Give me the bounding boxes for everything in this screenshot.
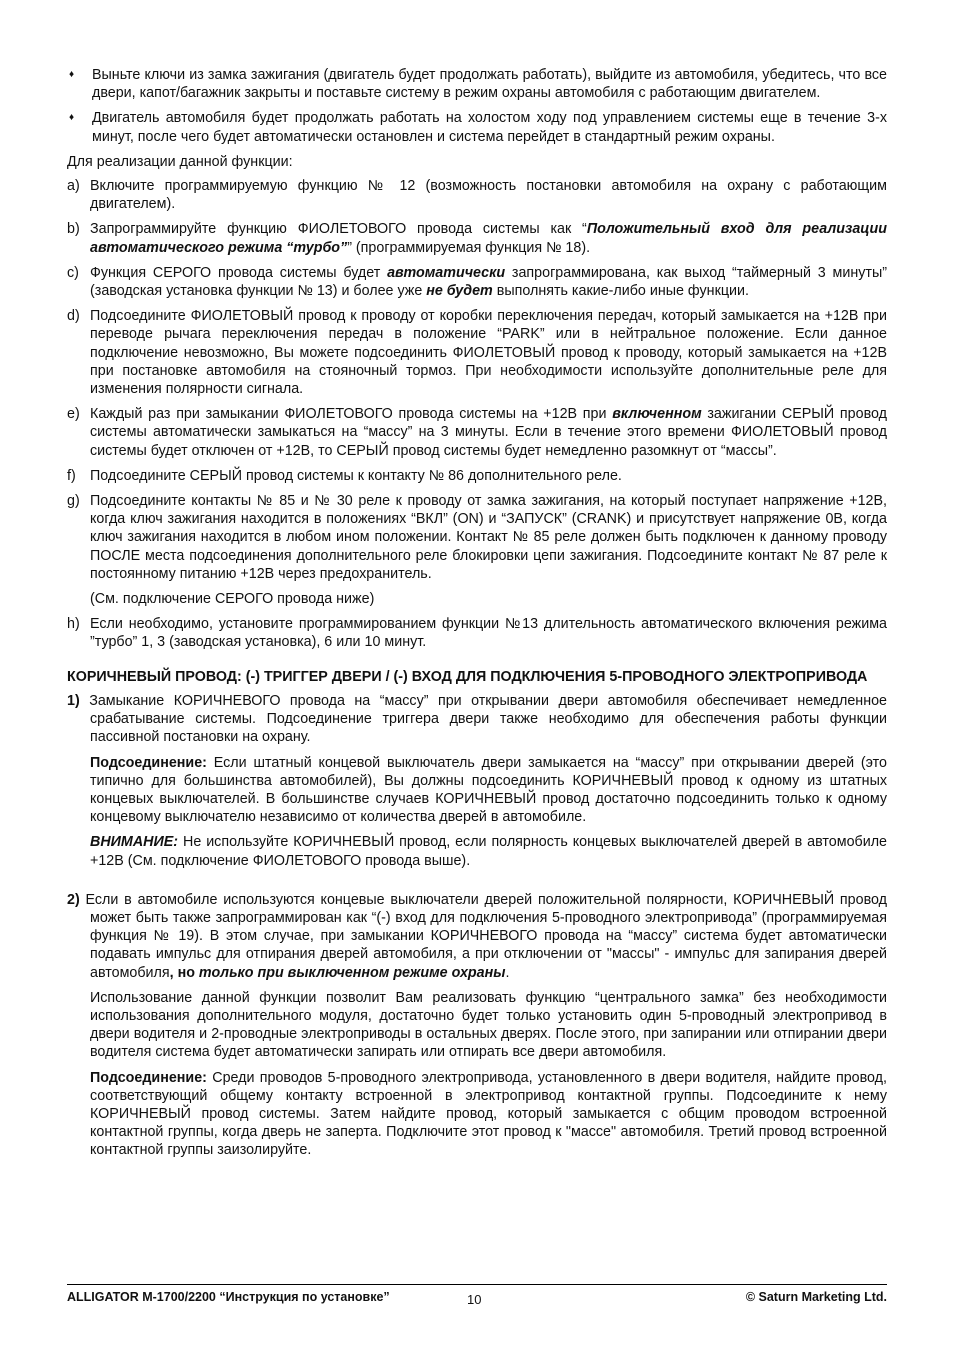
item-number: 2) xyxy=(67,891,80,908)
section-heading: КОРИЧНЕВЫЙ ПРОВОД: (-) ТРИГГЕР ДВЕРИ / (-) ВХОД ДЛЯ ПОДКЛЮЧЕНИЯ 5-ПРОВОДНОГО ЭЛЕКТРОПРИВОДА xyxy=(67,668,868,685)
emphasis-text: включенном xyxy=(612,406,702,423)
diamond-bullet-icon: ♦ xyxy=(69,112,75,124)
list-marker: b) xyxy=(67,221,80,238)
numbered-item-1 xyxy=(67,692,887,747)
list-text: Подсоедините ФИОЛЕТОВЫЙ провод к проводу от коробки переключения передач, который замыкается на +12В при переводе рычага переключения передач в положение “PARK” или в нейтральное положение. Если данное подключение невозможно, Вы можете подсоединить ФИОЛЕТОВЫЙ провод к проводу, который замыкается на +12В при постановке автомобиля на стояночный тормоз. При необходимости используйте дополнительные реле для изменения полярности сигнала. xyxy=(90,308,887,398)
emphasis-text: автоматически xyxy=(387,264,506,281)
list-text: Подсоедините СЕРЫЙ провод системы к контакту № 86 дополнительного реле. xyxy=(90,467,622,484)
diamond-bullet-icon: ♦ xyxy=(69,69,75,80)
text-run: зажигании СЕРЫЙ провод системы автоматически замыкаться на “массу” на 3 минуты. Если в течение этого времени ФИОЛЕТОВЫЙ провод системы будет отключен от +12В, то СЕРЫЙ провод системы будет немедленно разомкнут от “массы”. xyxy=(90,406,887,459)
connection-label: Подсоединение: xyxy=(90,754,207,771)
bullet-text: Двигатель автомобиля будет продолжать работать на холостом ходу под управлением системы еще в течение 3-х минут, после чего будет автоматически остановлен и система перейдет в стандартный режим охраны. xyxy=(92,110,887,145)
bullet-item xyxy=(67,109,887,145)
item-text: Замыкание КОРИЧНЕВОГО провода на “массу” при открывании двери автомобиля обеспечивает немедленное срабатывание системы. Подсоединение триггера двери также необходимо для обеспечения работы функции пассивной постановки на охрану. xyxy=(79,692,887,746)
footer-divider xyxy=(67,1284,887,1285)
item-text: Если в автомобиле используются концевые выключатели дверей положительной полярности, КОРИЧНЕВЫЙ провод может быть также запрограммирован как “(-) вход для подключения 5-проводного электропривода” (программируемая функция № 19). В этом случае, при замыкании КОРИЧНЕВОГО провода на “массу” система будет автоматически подавать импульс для отпирания дверей автомобиля, а при отключении от "массы" - импульс для запирания дверей автомобиля xyxy=(79,891,887,981)
item-text: , но xyxy=(169,964,199,981)
emphasis-text: Положительный вход для реализации автоматического режима “турбо” xyxy=(90,221,887,256)
list-item-a xyxy=(67,177,887,213)
emphasis-text: не будет xyxy=(426,283,493,300)
list-marker: h) xyxy=(67,616,80,633)
text-run: запрограммирована, как выход “таймерный 3 минуты” (заводская установка функции № 13) и более уже xyxy=(90,264,887,300)
list-item-f xyxy=(67,467,887,485)
list-marker: c) xyxy=(67,264,79,281)
emphasis-text: только при выключенном режиме охраны xyxy=(198,964,506,981)
warning-text: Не используйте КОРИЧНЕВЫЙ провод, если полярность концевых выключателей дверей в автомобиле +12В (См. подключение ФИОЛЕТОВОГО провода выше). xyxy=(90,834,887,869)
text-run: Запрограммируйте функцию ФИОЛЕТОВОГО провода системы как “ xyxy=(90,221,587,238)
list-text xyxy=(90,264,887,300)
warning-paragraph xyxy=(90,833,887,869)
numbered-item-2 xyxy=(67,891,887,982)
list-text xyxy=(90,220,887,256)
connection-label: Подсоединение: xyxy=(90,1069,207,1086)
text-run: Каждый раз при замыкании ФИОЛЕТОВОГО провода системы на +12В при xyxy=(90,406,613,423)
warning-label: ВНИМАНИЕ: xyxy=(90,834,179,851)
text-run: Функция СЕРОГО провода системы будет xyxy=(90,264,388,281)
connection-text: Если штатный концевой выключатель двери замыкается на “массу” при открывании дверей (это типично для большинства автомобилей), Вы должны подсоединить КОРИЧНЕВЫЙ провод к одному из штатных концевых выключателей. В большинстве случаев КОРИЧНЕВЫЙ провод достаточно подсоединить только к одному концевому выключателю независимо от количества дверей в автомобиле. xyxy=(90,754,887,826)
list-marker: g) xyxy=(67,493,80,510)
text-run: выполнять какие-либо иные функции. xyxy=(492,283,749,300)
intro-text: Для реализации данной функции: xyxy=(67,153,293,170)
connection-paragraph xyxy=(90,1069,887,1160)
list-item-c xyxy=(67,264,887,300)
note-text: (См. подключение СЕРОГО провода ниже) xyxy=(90,591,375,608)
list-text: Подсоедините контакты № 85 и № 30 реле к проводу от замка зажигания, на который поступает напряжение +12В, когда ключ зажигания находится в положениях “ВКЛ” (ON) и “ЗАПУСК” (CRANK) и присутствует напряжение 0В, когда ключ зажигания находится в любом ином положении. Контакт № 85 реле должен быть подключен к данному проводу ПОСЛЕ места подсоединения дополнительного реле блокировки цепи зажигания. Подсоедините контакт № 87 реле к постоянному питанию +12В через предохранитель. xyxy=(90,493,887,582)
connection-text: Среди проводов 5-проводного электропривода, установленного в двери водителя, найдите провод, соответствующий общему контакту встроенной в электропривод контактной группы. Подсоедините к нему КОРИЧНЕВЫЙ провод системы. Затем найдите провод, который замыкается с общим проводом встроенной контактной группы, когда дверь не заперта. Подключите этот провод к "массе" автомобиля. Третий провод встроенной контактной группы заизолируйте. xyxy=(90,1069,887,1159)
list-item-d xyxy=(67,307,887,398)
list-text: Если необходимо, установите программированием функции №13 длительность автоматического включения режима ”турбо” 1, 3 (заводская установка), 6 или 10 минут. xyxy=(90,616,887,651)
text-run: ” (программируемая функция № 18). xyxy=(347,239,591,256)
list-item-b xyxy=(67,220,887,256)
document-page xyxy=(67,66,887,1167)
list-item-h xyxy=(67,615,887,651)
footer-title: ALLIGATOR M-1700/2200 “Инструкция по установке” xyxy=(67,1290,390,1304)
connection-paragraph xyxy=(90,754,887,827)
list-marker: a) xyxy=(67,178,80,195)
list-marker: e) xyxy=(67,406,80,423)
bullet-text: Выньте ключи из замка зажигания (двигатель будет продолжать работать), выйдите из автомобиля, убедитесь, что все двери, капот/багажник закрыты и поставьте систему в режим охраны автомобиля с работающим двигателем. xyxy=(92,67,887,102)
list-item-e xyxy=(67,405,887,460)
bullet-item xyxy=(67,66,887,102)
page-number: 10 xyxy=(467,1292,482,1307)
list-text: Включите программируемую функцию № 12 (возможность постановки автомобиля на охрану с работающим двигателем). xyxy=(90,178,887,213)
footer-copyright: © Saturn Marketing Ltd. xyxy=(745,1290,887,1304)
list-marker: d) xyxy=(67,308,80,325)
item-number: 1) xyxy=(67,692,80,709)
function-paragraph: Использование данной функции позволит Вам реализовать функцию “центрального замка” без необходимости использования дополнительного модуля, достаточно будет только установить один 5-проводный электропривод в двери водителя и 2-проводные электроприводы в остальных дверях. После этого, при запирании или отпирании двери водителя система будет автоматически запирать или отпирать все двери автомобиля. xyxy=(90,989,887,1061)
list-text xyxy=(90,405,887,460)
item-text: . xyxy=(505,964,510,981)
list-marker: f) xyxy=(67,467,76,484)
list-item-g xyxy=(67,492,887,583)
